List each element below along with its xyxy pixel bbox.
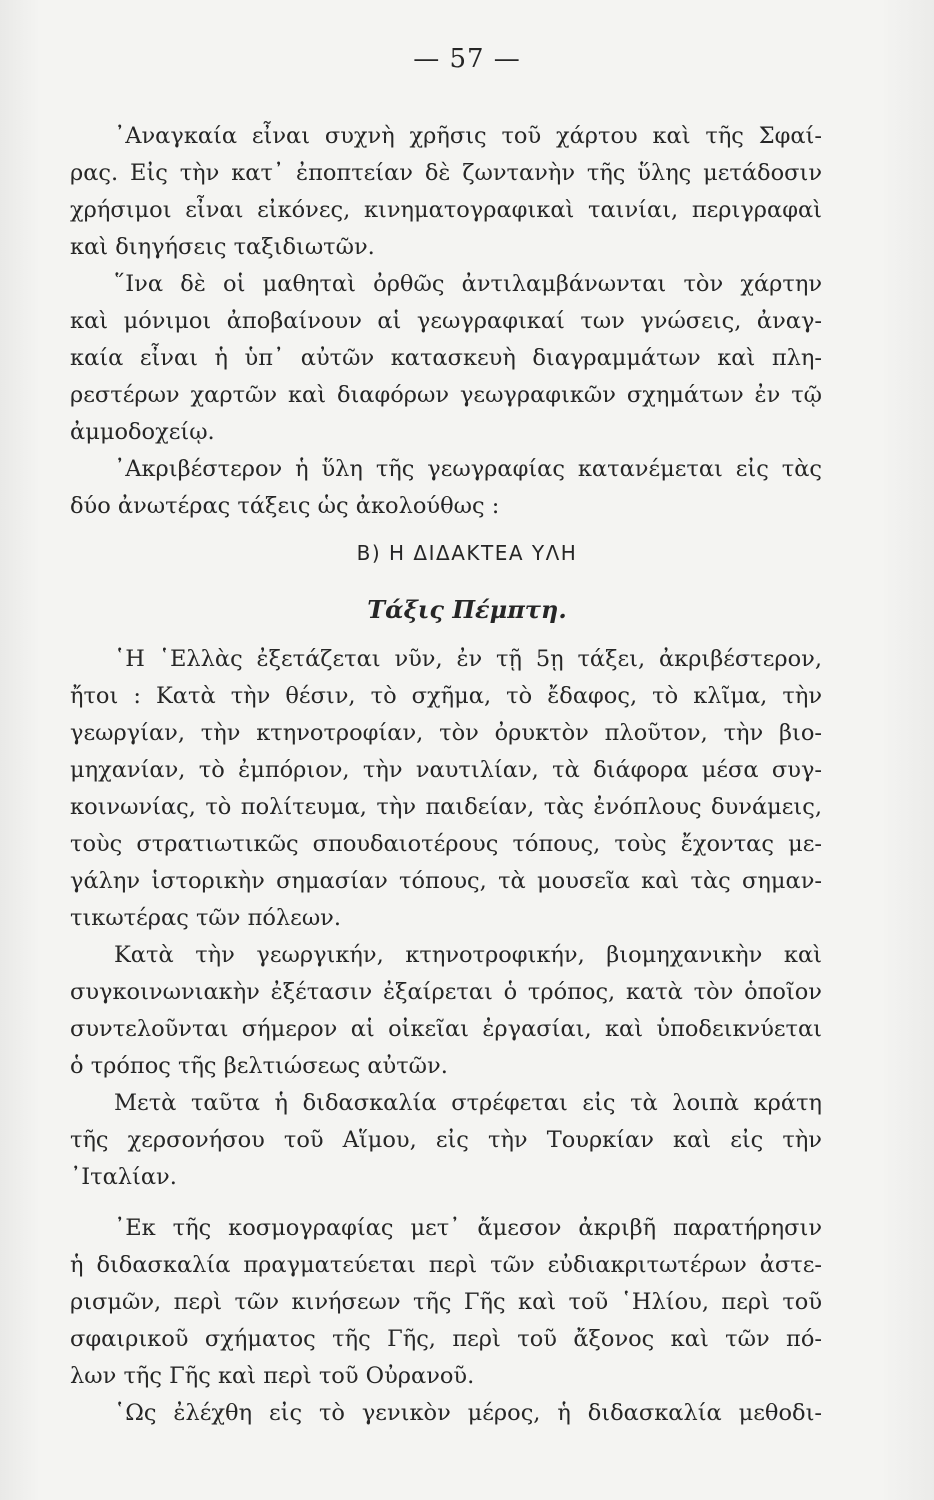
page-number: — 57 — (413, 44, 521, 74)
text-line: χρήσιμοι εἶναι εἰκόνες, κινηματογραφικαὶ ταινίαι, περιγραφαὶ (70, 197, 822, 223)
text-line: ἀμμοδοχείῳ. (70, 419, 215, 445)
text-line: λων τῆς Γῆς καὶ περὶ τοῦ Οὐρανοῦ. (70, 1363, 475, 1389)
text-line: σφαιρικοῦ σχήματος τῆς Γῆς, περὶ τοῦ ἄξονος καὶ τῶν πό- (70, 1326, 822, 1352)
text-line: κοινωνίας, τὸ πολίτευμα, τὴν παιδείαν, τὰς ἐνόπλους δυνάμεις, (70, 794, 822, 820)
text-line: ᾿Ιταλίαν. (70, 1164, 177, 1190)
text-line: τῆς χερσονήσου τοῦ Αἵμου, εἰς τὴν Τουρκίαν καὶ εἰς τὴν (70, 1127, 822, 1153)
text-line: Μετὰ ταῦτα ἡ διδασκαλία στρέφεται εἰς τὰ λοιπὰ κράτη (114, 1090, 822, 1116)
text-line: ρας. Εἰς τὴν κατ᾿ ἐποπτείαν δὲ ζωντανὴν τῆς ὕλης μετάδοσιν (70, 160, 822, 186)
text-line: μηχανίαν, τὸ ἐμπόριον, τὴν ναυτιλίαν, τὰ διάφορα μέσα συγ- (70, 757, 822, 783)
text-line: ᾿Εκ τῆς κοσμογραφίας μετ᾿ ἄμεσον ἀκριβῆ παρατήρησιν (114, 1215, 822, 1241)
text-line: ἤτοι : Κατὰ τὴν θέσιν, τὸ σχῆμα, τὸ ἔδαφος, τὸ κλῖμα, τὴν (70, 683, 822, 709)
text-line: ᾿Αναγκαία εἶναι συχνὴ χρῆσις τοῦ χάρτου καὶ τῆς Σφαί- (114, 123, 822, 149)
section-heading: Β) Η ΔΙΔΑΚΤΕΑ ΥΛΗ (356, 541, 578, 565)
text-line: ρισμῶν, περὶ τῶν κινήσεων τῆς Γῆς καὶ τοῦ ῾Ηλίου, περὶ τοῦ (70, 1289, 822, 1315)
text-line: Κατὰ τὴν γεωργικήν, κτηνοτροφικήν, βιομηχανικὴν καὶ (114, 942, 822, 968)
text-line: ρεστέρων χαρτῶν καὶ διαφόρων γεωγραφικῶν σχημάτων ἐν τῷ (70, 382, 822, 408)
cosmography-paragraphs (70, 1210, 822, 1432)
text-line: καία εἶναι ἡ ὑπ᾿ αὐτῶν κατασκευὴ διαγραμμάτων καὶ πλη- (70, 345, 822, 371)
text-line: ἡ διδασκαλία πραγματεύεται περὶ τῶν εὐδιακριτωτέρων ἀστε- (70, 1252, 822, 1278)
text-line: τοὺς στρατιωτικῶς σπουδαιοτέρους τόπους, τοὺς ἔχοντας με- (70, 831, 822, 857)
fifth-grade-syllabus (70, 641, 822, 1196)
text-line: γεωργίαν, τὴν κτηνοτροφίαν, τὸν ὀρυκτὸν πλοῦτον, τὴν βιο- (70, 720, 822, 746)
text-line: ῞Ινα δὲ οἱ μαθηταὶ ὀρθῶς ἀντιλαμβάνωνται τὸν χάρτην (114, 271, 822, 297)
text-line: ὁ τρόπος τῆς βελτιώσεως αὐτῶν. (70, 1053, 448, 1079)
text-line: ῾Ως ἐλέχθη εἰς τὸ γενικὸν μέρος, ἡ διδασκαλία μεθοδι- (114, 1400, 822, 1426)
intro-paragraphs (70, 118, 822, 525)
text-line: ῾Η ῾Ελλὰς ἐξετάζεται νῦν, ἐν τῇ 5ῃ τάξει, ἀκριβέστερον, (114, 646, 822, 672)
text-line: τικωτέρας τῶν πόλεων. (70, 905, 342, 931)
text-line: συντελοῦνται σήμερον αἱ οἰκεῖαι ἐργασίαι, καὶ ὑποδεικνύεται (70, 1016, 822, 1042)
text-line: δύο ἀνωτέρας τάξεις ὡς ἀκολούθως : (70, 493, 500, 519)
text-line: ᾿Ακριβέστερον ἡ ὕλη τῆς γεωγραφίας κατανέμεται εἰς τὰς (114, 456, 822, 482)
class-heading: Τάξις Πέμπτη. (367, 595, 567, 624)
text-line: καὶ μόνιμοι ἀποβαίνουν αἱ γεωγραφικαί των γνώσεις, ἀναγ- (70, 308, 822, 334)
text-line: γάλην ἱστορικὴν σημασίαν τόπους, τὰ μουσεῖα καὶ τὰς σημαν- (70, 868, 822, 894)
text-line: καὶ διηγήσεις ταξιδιωτῶν. (70, 234, 375, 260)
text-line: συγκοινωνιακὴν ἐξέτασιν ἐξαίρεται ὁ τρόπος, κατὰ τὸν ὁποῖον (70, 979, 822, 1005)
